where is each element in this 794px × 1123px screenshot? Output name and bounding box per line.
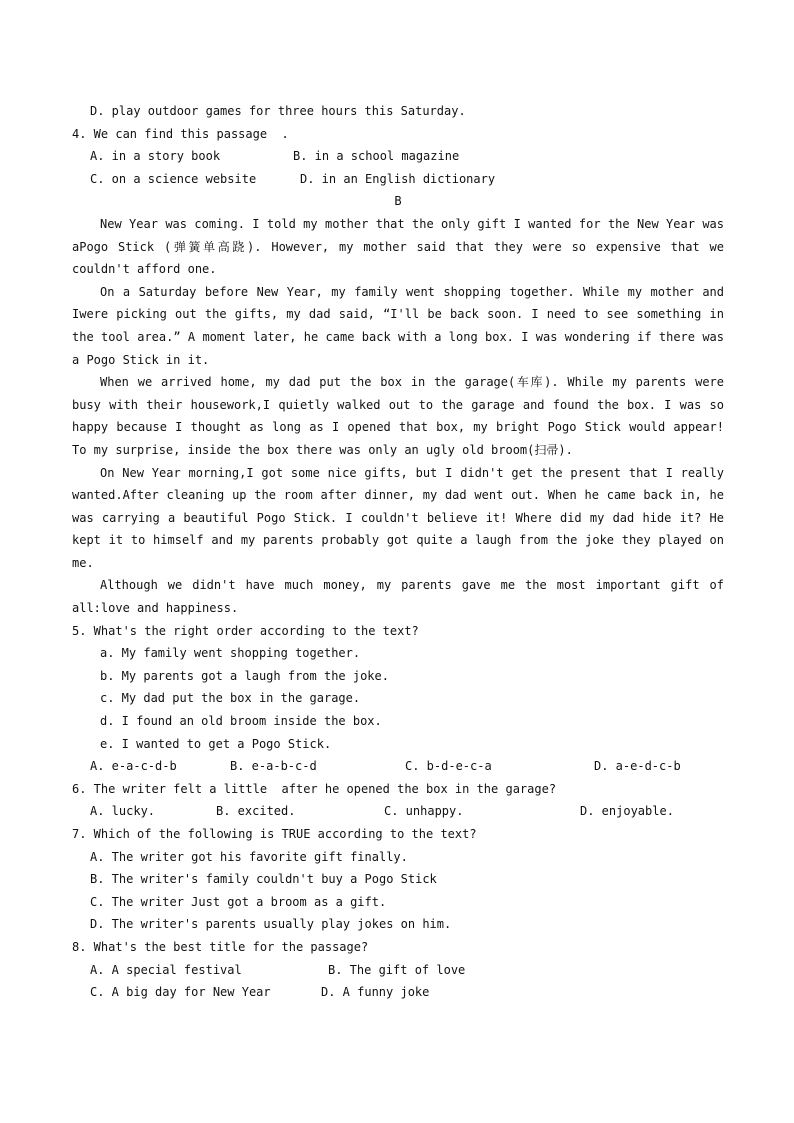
q8-options-row-1 bbox=[72, 959, 724, 982]
section-label: B bbox=[394, 194, 402, 209]
q7-option-b: B. The writer's family couldn't buy a Pogo Stick bbox=[90, 872, 437, 887]
q4-stem: 4. We can find this passage . bbox=[72, 126, 289, 141]
q6-option-a: A. lucky. bbox=[90, 804, 156, 819]
q5-option-d: D. a-e-d-c-b bbox=[594, 759, 681, 774]
passage-paragraph-3: When we arrived home, my dad put the box in the garage(车库). While my parents were busy with their housework,I quietly walked out to the garage and found the box. I was so happy because I thought as long as I opened that box, my bright Pogo Stick would appear! To my surprise, inside the box there was only an ugly old broom(扫帚). bbox=[72, 375, 724, 457]
q6-options-row bbox=[72, 800, 724, 823]
q8-option-a: A. A special festival bbox=[90, 962, 242, 977]
q5-stem: 5. What's the right order according to the text? bbox=[72, 623, 419, 638]
q7-option-a: A. The writer got his favorite gift finally. bbox=[90, 849, 408, 864]
q7-option-d: D. The writer's parents usually play jokes on him. bbox=[90, 917, 452, 932]
q5-item-c: c. My dad put the box in the garage. bbox=[100, 691, 361, 706]
q6-option-b: B. excited. bbox=[216, 804, 296, 819]
q8-options-row-2 bbox=[72, 981, 724, 1004]
q8-option-b: B. The gift of love bbox=[328, 962, 466, 977]
q5-item-a: a. My family went shopping together. bbox=[100, 646, 361, 661]
q3-option-d: D. play outdoor games for three hours this Saturday. bbox=[90, 104, 466, 118]
q4-options-row-1 bbox=[72, 145, 724, 168]
q7-stem: 7. Which of the following is TRUE according to the text? bbox=[72, 827, 477, 841]
q8-option-d: D. A funny joke bbox=[321, 985, 430, 1000]
q6-option-c: C. unhappy. bbox=[384, 804, 464, 819]
passage-paragraph-2: On a Saturday before New Year, my family went shopping together. While my mother and Iwere picking out the gifts, my dad said, “I'll be back soon. I need to see something in the tool area.” A moment later, he came back with a long box. I was wondering if there was a Pogo Stick in it. bbox=[72, 284, 724, 367]
q4-option-a: A. in a story book bbox=[90, 149, 221, 164]
q8-stem: 8. What's the best title for the passage? bbox=[72, 939, 369, 954]
q4-option-c: C. on a science website bbox=[90, 171, 257, 186]
q5-options-row bbox=[72, 755, 724, 778]
passage-paragraph-5: Although we didn't have much money, my parents gave me the most important gift of all:love and happiness. bbox=[72, 578, 724, 616]
q6-option-d: D. enjoyable. bbox=[580, 804, 674, 819]
q5-item-b: b. My parents got a laugh from the joke. bbox=[100, 668, 389, 683]
q5-item-d: d. I found an old broom inside the box. bbox=[100, 714, 382, 729]
passage-paragraph-4: On New Year morning,I got some nice gifts, but I didn't get the present that I really wanted.After cleaning up the room after dinner, my dad went out. When he came back in, he was carrying a beautiful Pogo Stick. I couldn't believe it! Where did my dad hide it? He kept it to himself and my parents probably got quite a laugh from the joke they played on me. bbox=[72, 465, 724, 570]
exam-page bbox=[72, 100, 724, 1004]
q4-option-d: D. in an English dictionary bbox=[300, 171, 496, 186]
q4-options-row-2 bbox=[72, 168, 724, 191]
passage-paragraph-1: New Year was coming. I told my mother that the only gift I wanted for the New Year was aPogo Stick (弹簧单高跷). However, my mother said that they were so expensive that we couldn't afford one. bbox=[72, 216, 724, 277]
q5-option-a: A. e-a-c-d-b bbox=[90, 759, 177, 774]
q7-option-c: C. The writer Just got a broom as a gift. bbox=[90, 894, 387, 909]
q5-option-c: C. b-d-e-c-a bbox=[405, 759, 492, 774]
q6-stem: 6. The writer felt a little after he opened the box in the garage? bbox=[72, 781, 557, 796]
q4-option-b: B. in a school magazine bbox=[293, 149, 460, 164]
q8-option-c: C. A big day for New Year bbox=[90, 985, 271, 1000]
q5-item-e: e. I wanted to get a Pogo Stick. bbox=[100, 736, 332, 751]
q5-option-b: B. e-a-b-c-d bbox=[230, 759, 317, 774]
